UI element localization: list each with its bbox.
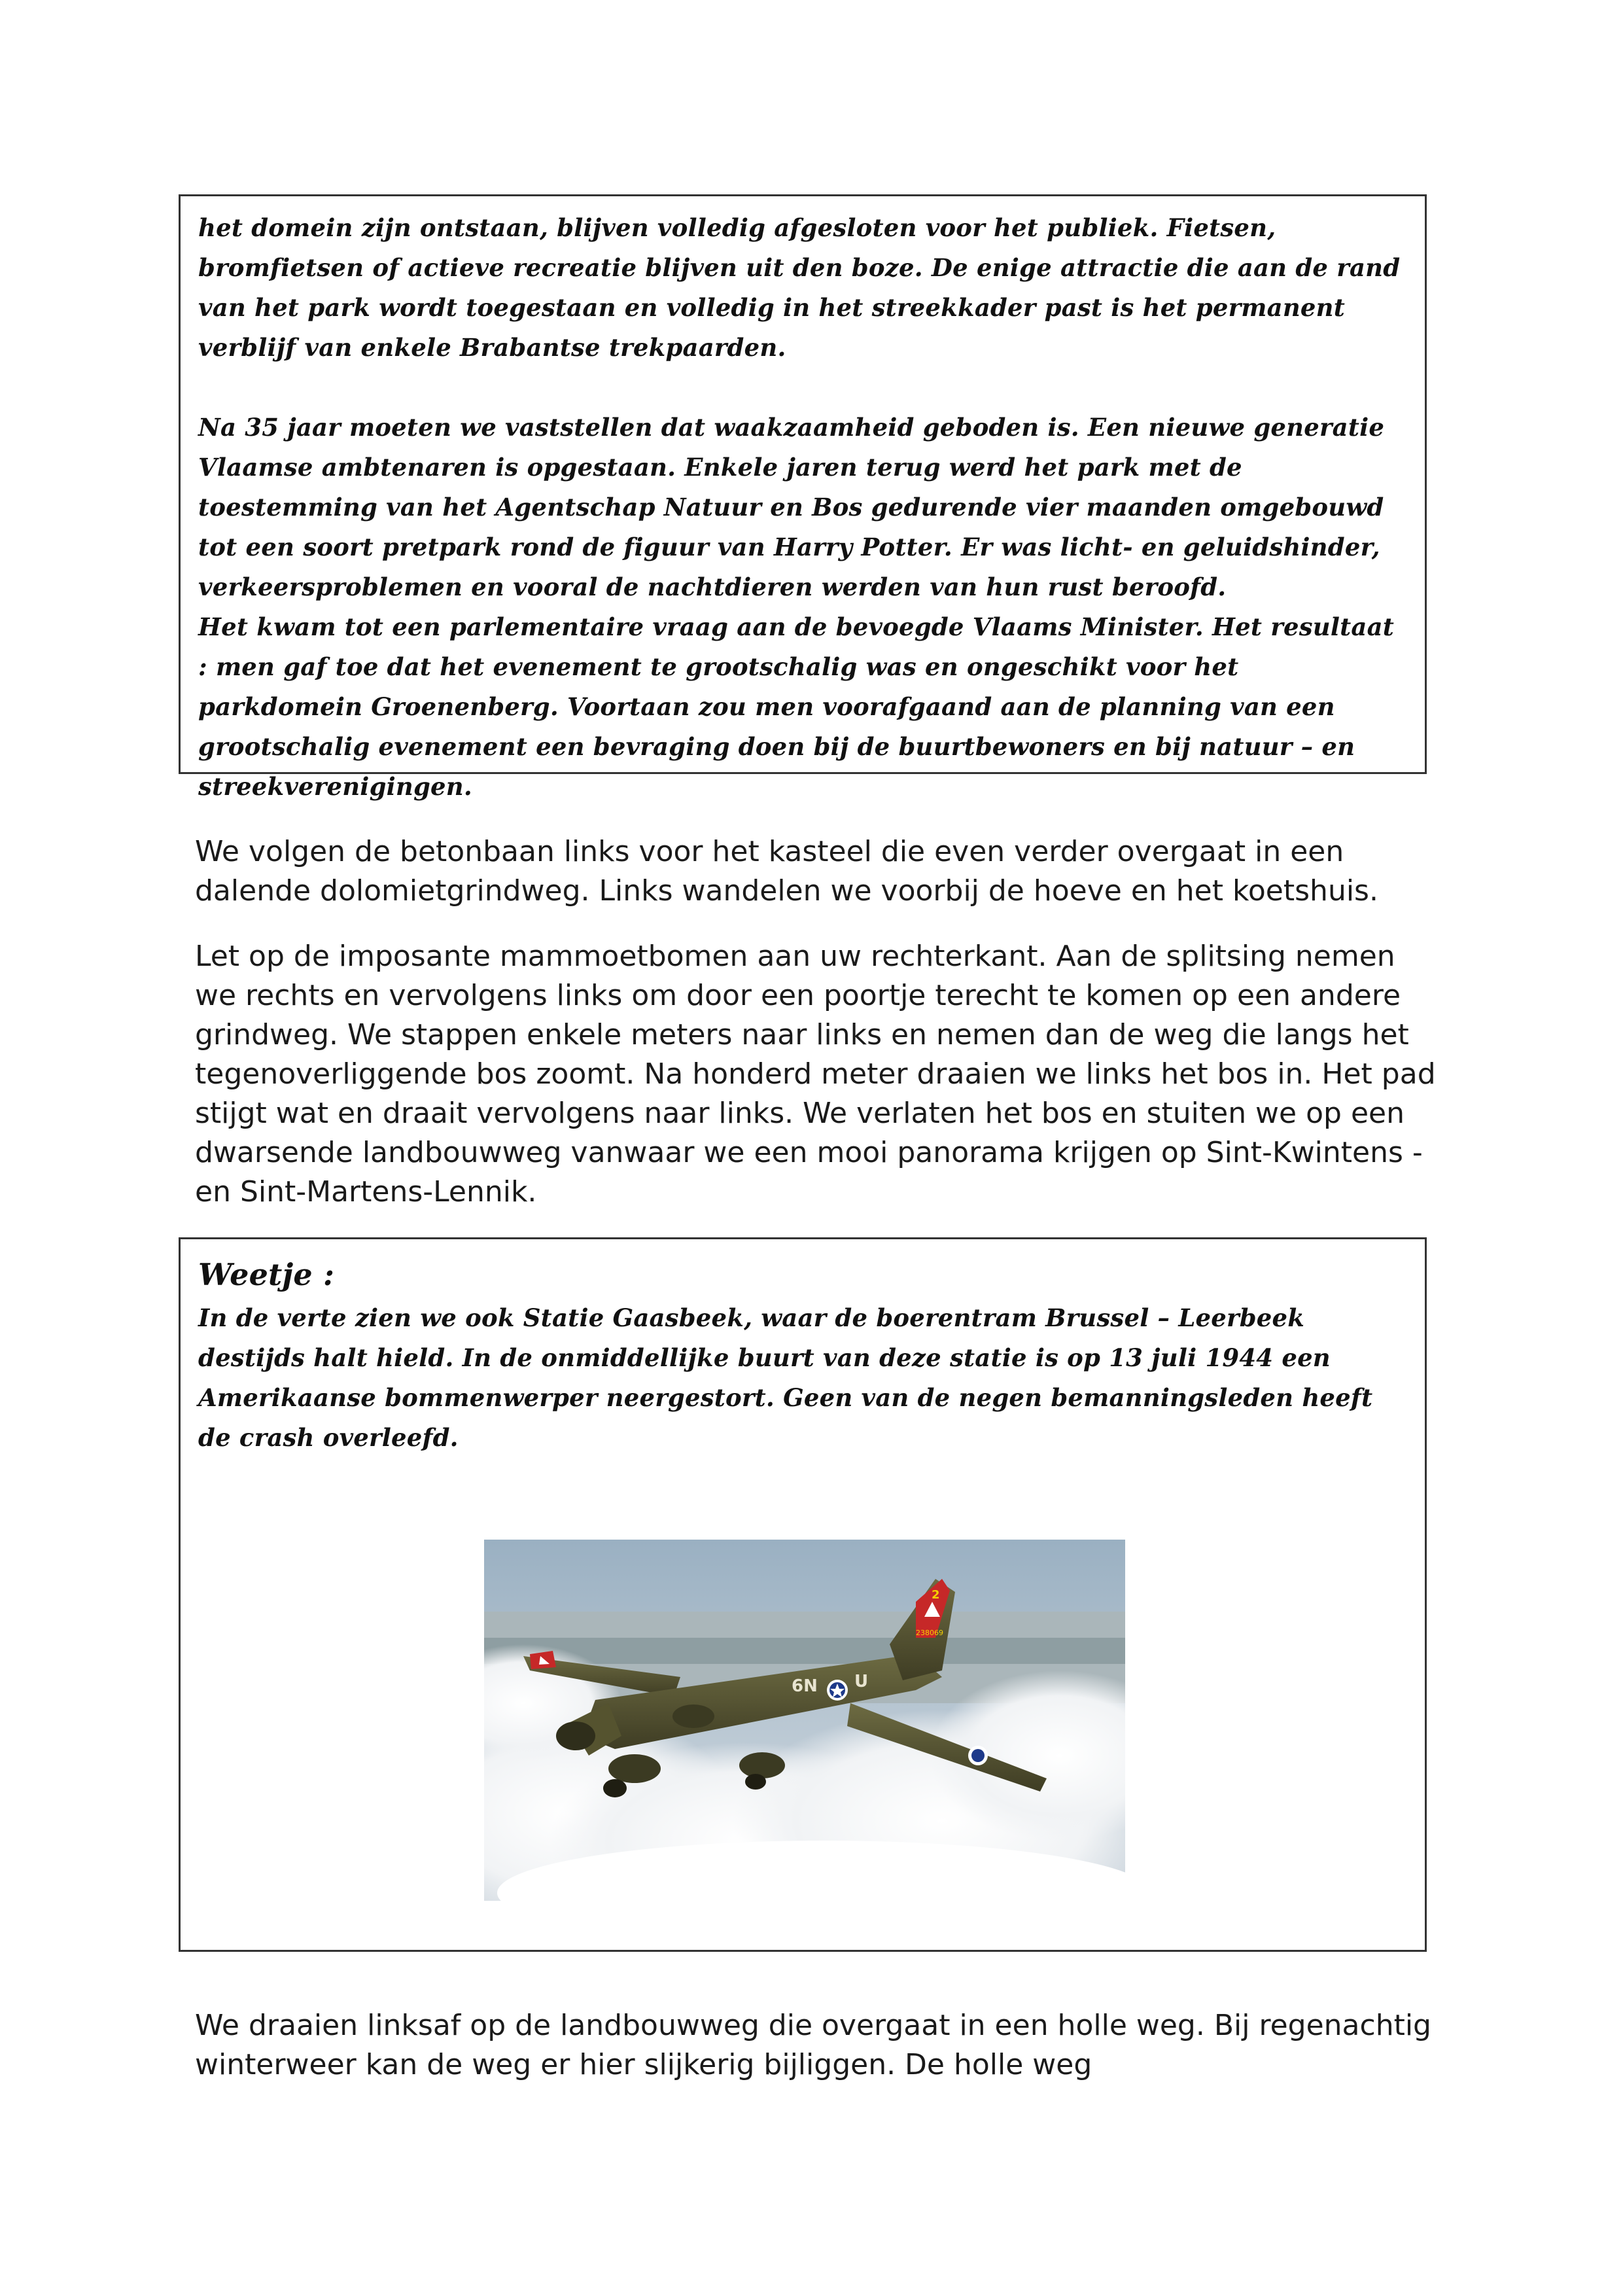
weetje-text: In de verte zien we ook Statie Gaasbeek, waar de boerentram Brussel – Leerbeek destijds halt hield. In de onmiddellijke buurt van deze statie is op 13 juli 1944 een Amerikaanse bommenwerper neergestort. Geen van de negen bemanningsleden heeft de crash overleefd. xyxy=(198,1303,1373,1452)
route-text-3: We draaien linksaf op de landbouwweg die overgaat in een holle weg. Bij regenachtig winterweer kan de weg er hier slijkerig bijliggen. De holle weg xyxy=(195,2009,1431,2081)
history-paragraph-3: Het kwam tot een parlementaire vraag aan de bevoegde Vlaams Minister. Het resultaat : men gaf toe dat het evenement te grootschalig was en ongeschikt voor het parkdomein Groenenberg. Voortaan zou men voorafgaand aan de planning van een grootschalig evenement een bevraging doen bij de buurtbewoners en bij natuur – en streekverenigingen. xyxy=(198,612,1395,801)
svg-text:U: U xyxy=(854,1672,869,1691)
history-paragraph-1: het domein zijn ontstaan, blijven volledig afgesloten voor het publiek. Fietsen, bromfietsen of actieve recreatie blijven uit den boze. De enige attractie die aan de rand van het park wordt toegestaan en volledig in het streekkader past is het permanent verblijf van enkele Brabantse trekpaarden. xyxy=(198,213,1401,362)
route-text-1: We volgen de betonbaan links voor het kasteel die even verder overgaat in een dalende dolomietgrindweg. Links wandelen we voorbij de hoeve en het koetshuis. xyxy=(195,835,1378,908)
route-paragraph-3 xyxy=(195,2006,1438,2085)
route-paragraph-1 xyxy=(195,832,1438,911)
history-textbox xyxy=(179,194,1427,801)
route-paragraph-2 xyxy=(195,937,1438,1212)
bomber-photo xyxy=(484,1540,1125,1901)
weetje-heading: Weetje : xyxy=(198,1257,335,1292)
history-paragraph-2: Na 35 jaar moeten we vaststellen dat waakzaamheid geboden is. Een nieuwe generatie Vlaamse ambtenaren is opgestaan. Enkele jaren terug werd het park met de toestemming van het Agentschap Natuur en Bos gedurende vier maanden omgebouwd tot een soort pretpark rond de figuur van Harry Potter. Er was licht- en geluidshinder, verkeersproblemen en vooral de nachtdieren werden van hun rust beroofd. xyxy=(198,413,1385,601)
svg-text:2: 2 xyxy=(932,1588,940,1602)
svg-text:238069: 238069 xyxy=(916,1629,943,1637)
route-text-2: Let op de imposante mammoetbomen aan uw rechterkant. Aan de splitsing nemen we rechts en vervolgens links om door een poortje terecht te komen op een andere grindweg. We stappen enkele meters naar links en nemen dan de weg die langs het tegenoverliggende bos zoomt. Na honderd meter draaien we links het bos in. Het pad stijgt wat en draait vervolgens naar links. We verlaten het bos en stuiten we op een dwarsende landbouwweg vanwaar we een mooi panorama krijgen op Sint-Kwintens -en Sint-Martens-Lennik. xyxy=(195,940,1436,1209)
svg-text:6N: 6N xyxy=(792,1676,818,1696)
